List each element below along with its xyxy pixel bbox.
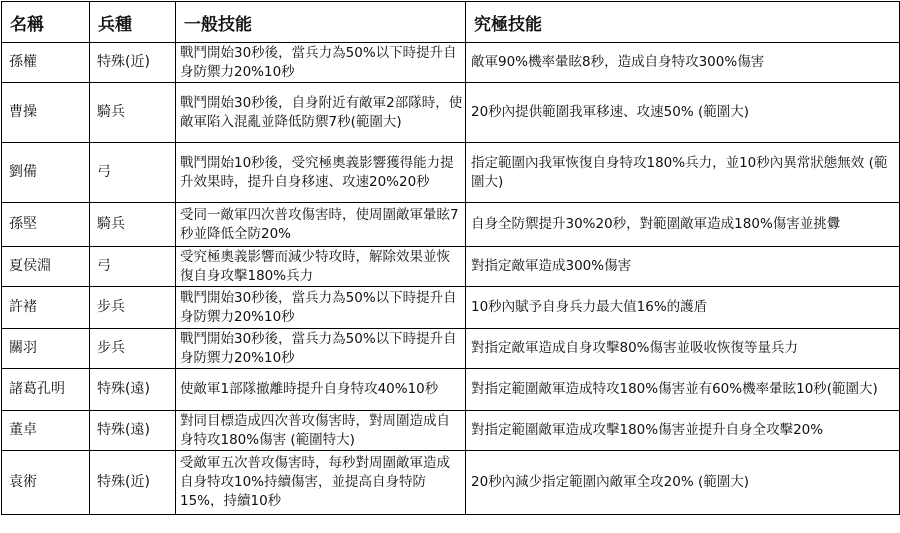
cell-type: 特殊(遠)	[90, 411, 176, 451]
cell-ultimate-skill: 敵軍90%機率暈眩8秒，造成自身特攻300%傷害	[466, 43, 900, 83]
cell-name: 許褚	[2, 287, 90, 329]
table-row	[2, 369, 900, 411]
cell-general-skill: 受同一敵軍四次普攻傷害時，使周圍敵軍暈眩7秒並降低全防20%	[176, 203, 466, 247]
cell-ultimate-skill: 自身全防禦提升30%20秒，對範圍敵軍造成180%傷害並挑釁	[466, 203, 900, 247]
cell-general-skill: 受究極奧義影響而減少特攻時，解除效果並恢復自身攻擊180%兵力	[176, 247, 466, 287]
cell-type: 騎兵	[90, 83, 176, 143]
cell-type: 特殊(遠)	[90, 369, 176, 411]
table-row	[2, 451, 900, 515]
cell-ultimate-skill: 20秒內減少指定範圍內敵軍全攻20% (範圍大)	[466, 451, 900, 515]
skills-table	[1, 1, 900, 515]
header-row	[2, 2, 900, 43]
table-row	[2, 203, 900, 247]
cell-name: 夏侯淵	[2, 247, 90, 287]
table-row	[2, 329, 900, 369]
cell-name: 董卓	[2, 411, 90, 451]
cell-name: 孫堅	[2, 203, 90, 247]
table-row	[2, 411, 900, 451]
table-row	[2, 287, 900, 329]
cell-general-skill: 戰鬥開始30秒後，當兵力為50%以下時提升自身防禦力20%10秒	[176, 287, 466, 329]
header-name: 名稱	[2, 2, 90, 43]
header-general-skill: 一般技能	[176, 2, 466, 43]
cell-name: 關羽	[2, 329, 90, 369]
cell-ultimate-skill: 10秒內賦予自身兵力最大值16%的護盾	[466, 287, 900, 329]
table-row	[2, 43, 900, 83]
cell-type: 弓	[90, 247, 176, 287]
cell-type: 弓	[90, 143, 176, 203]
cell-general-skill: 戰鬥開始10秒後，受究極奧義影響獲得能力提升效果時，提升自身移速、攻速20%20秒	[176, 143, 466, 203]
cell-type: 步兵	[90, 329, 176, 369]
cell-ultimate-skill: 對指定範圍敵軍造成攻擊180%傷害並提升自身全攻擊20%	[466, 411, 900, 451]
cell-general-skill: 使敵軍1部隊撤離時提升自身特攻40%10秒	[176, 369, 466, 411]
cell-ultimate-skill: 對指定範圍敵軍造成特攻180%傷害並有60%機率暈眩10秒(範圍大)	[466, 369, 900, 411]
cell-ultimate-skill: 指定範圍內我軍恢復自身特攻180%兵力，並10秒內異常狀態無效 (範圍大)	[466, 143, 900, 203]
cell-general-skill: 戰鬥開始30秒後，當兵力為50%以下時提升自身防禦力20%10秒	[176, 43, 466, 83]
cell-name: 袁術	[2, 451, 90, 515]
cell-type: 特殊(近)	[90, 43, 176, 83]
table-row	[2, 83, 900, 143]
header-type: 兵種	[90, 2, 176, 43]
cell-type: 騎兵	[90, 203, 176, 247]
table-row	[2, 247, 900, 287]
cell-name: 劉備	[2, 143, 90, 203]
cell-general-skill: 受敵軍五次普攻傷害時，每秒對周圍敵軍造成自身特攻10%持續傷害，並提高自身特防15%，持續10秒	[176, 451, 466, 515]
cell-ultimate-skill: 20秒內提供範圍我軍移速、攻速50% (範圍大)	[466, 83, 900, 143]
table-row	[2, 143, 900, 203]
cell-type: 步兵	[90, 287, 176, 329]
cell-general-skill: 戰鬥開始30秒後，自身附近有敵軍2部隊時，使敵軍陷入混亂並降低防禦7秒(範圍大)	[176, 83, 466, 143]
cell-type: 特殊(近)	[90, 451, 176, 515]
cell-name: 孫權	[2, 43, 90, 83]
cell-general-skill: 對同目標造成四次普攻傷害時，對周圍造成自身特攻180%傷害 (範圍特大)	[176, 411, 466, 451]
cell-name: 曹操	[2, 83, 90, 143]
cell-ultimate-skill: 對指定敵軍造成300%傷害	[466, 247, 900, 287]
header-ultimate-skill: 究極技能	[466, 2, 900, 43]
cell-general-skill: 戰鬥開始30秒後，當兵力為50%以下時提升自身防禦力20%10秒	[176, 329, 466, 369]
cell-ultimate-skill: 對指定敵軍造成自身攻擊80%傷害並吸收恢復等量兵力	[466, 329, 900, 369]
cell-name: 諸葛孔明	[2, 369, 90, 411]
